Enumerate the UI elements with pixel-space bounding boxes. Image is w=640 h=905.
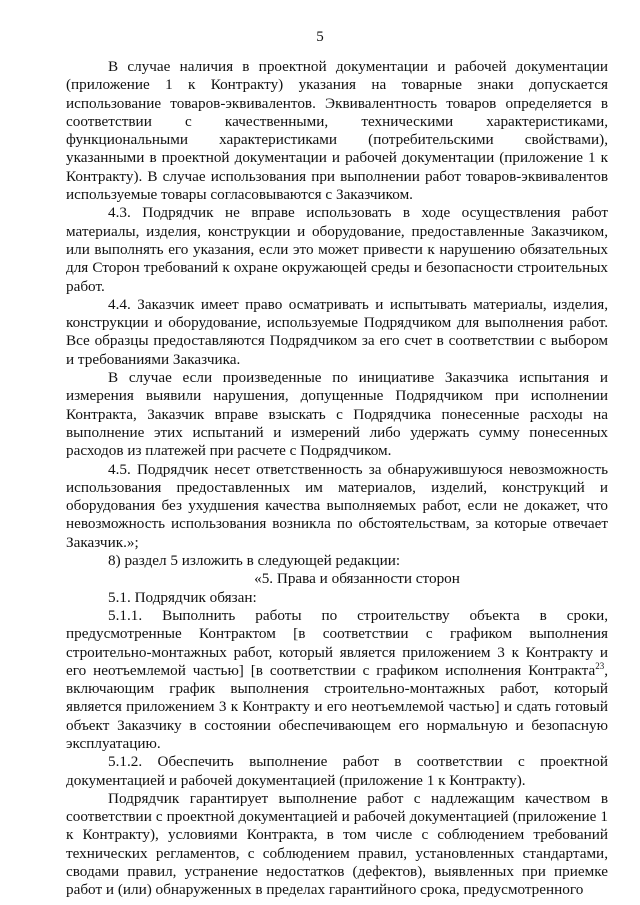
paragraph-5-1-1	[66, 607, 608, 753]
paragraph-4-5: 4.5. Подрядчик несет ответственность за обнаружившуюся невозможность использования предоставленных им материалов, изделий, конструкций и оборудования без ухудшения качества выполняемых работ, если не докажет, что невозможность использования возникла по обстоятельствам, за которые отвечает Заказчик.»;	[66, 460, 608, 551]
paragraph-amendment-8: 8) раздел 5 изложить в следующей редакции:	[108, 552, 401, 570]
paragraph-4-3: 4.3. Подрядчик не вправе использовать в ходе осуществления работ материалы, изделия, конструкции и оборудование, предоставленные Заказчиком, или выполнять его указания, если это может привести к нарушению обязательных для Сторон требований к охране окружающей среды и безопасности строительных работ.	[66, 204, 608, 295]
paragraph-5-1: 5.1. Подрядчик обязан:	[108, 588, 257, 606]
paragraph-trademark-equivalents: В случае наличия в проектной документации и рабочей документации (приложение 1 к Контракту) указания на товарные знаки допускается использование товаров-эквивалентов. Эквивалентность товаров определяется в соответствии с качественными, техническими характеристиками, функциональными характеристиками (потребительскими свойствами), указанными в проектной документации и рабочей документации (приложение 1 к Контракту). В случае использования при выполнении работ товаров-эквивалентов используемые товары согласовываются с Заказчиком.	[66, 58, 608, 204]
paragraph-tests-violations: В случае если произведенные по инициативе Заказчика испытания и измерения выявили нарушения, допущенные Подрядчиком при исполнении Контракта, Заказчик вправе взыскать с Подрядчика понесенные расходы на выполнение этих испытаний и измерений либо удержать сумму понесенных расходов из платежей при расчете с Подрядчиком.	[66, 369, 608, 460]
section-heading: «5. Права и обязанности сторон	[254, 570, 460, 588]
p511-text-after: , включающим график выполнения строительно-монтажных работ, который является приложением 3 к Контракту и его неотъемлемой частью] и сдать готовый объект Заказчику в состоянии обеспечивающем его нормальную и безопасную эксплуатацию.	[66, 661, 608, 752]
document-body	[66, 58, 608, 900]
page-number: 5	[316, 29, 324, 45]
paragraph-guarantee: Подрядчик гарантирует выполнение работ с надлежащим качеством в соответствии с проектной документацией и рабочей документацией (приложение 1 к Контракту), условиями Контракта, в том числе с соблюдением требований технических регламентов, с соблюдением правил, установленных стандартами, сводами правил, устранение недостатков (дефектов), выявленных при приемке работ и (или) обнаруженных в пределах гарантийного срока, предусмотренного	[66, 789, 608, 899]
footnote-marker: 23	[595, 660, 605, 671]
paragraph-5-1-2: 5.1.2. Обеспечить выполнение работ в соответствии с проектной документацией и рабочей документацией (приложение 1 к Контракту).	[66, 753, 608, 789]
p511-text-before: 5.1.1. Выполнить работы по строительству объекта в сроки, предусмотренные Контрактом [в соответствии с графиком выполнения строительно-монтажных работ, который является приложением 3 к Контракту и его неотъемлемой частью] [в соответствии с графиком исполнения Контракта	[66, 606, 608, 679]
paragraph-4-4: 4.4. Заказчик имеет право осматривать и испытывать материалы, изделия, конструкции и оборудование, используемые Подрядчиком для выполнения работ. Все образцы предоставляются Подрядчиком за его счет в соответствии с выбором и требованиями Заказчика.	[66, 295, 608, 368]
